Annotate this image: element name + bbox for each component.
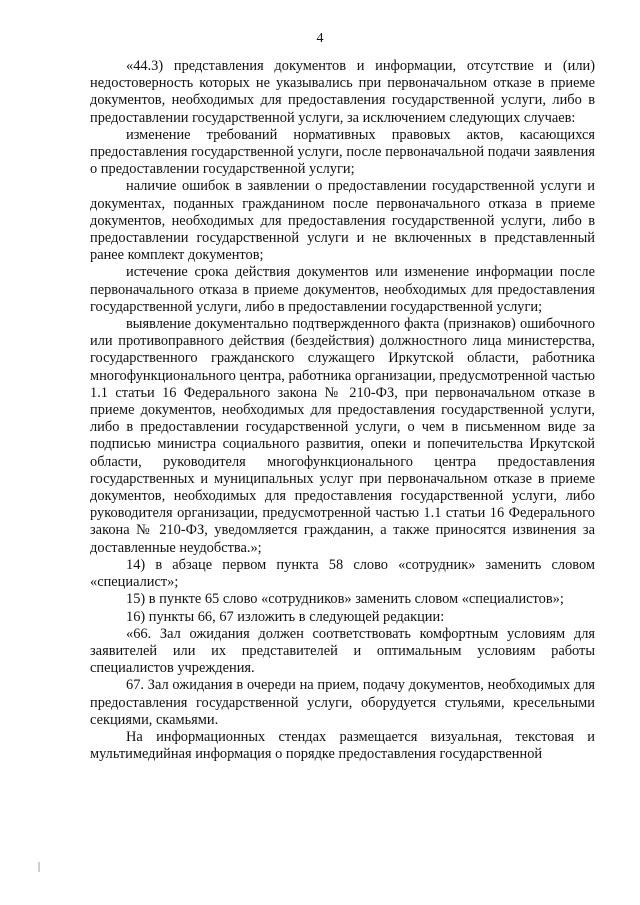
paragraph-item-15: 15) в пункте 65 слово «сотрудников» заменить словом «специалистов»; (126, 591, 564, 608)
paragraph-point-66: «66. Зал ожидания должен соответствовать комфортным условиям для заявителей или их представителей и оптимальным условиям работы специалистов учреждения. (90, 625, 595, 677)
scan-margin-mark (38, 862, 40, 872)
paragraph-exception-expiry: истечение срока действия документов или изменение информации после первоначального отказа в приеме документов, необходимых для предоставления государственной услуги, либо в предоставлении государственной услуги; (90, 264, 595, 315)
paragraph-item-14: 14) в абзаце первом пункта 58 слово «сотрудник» заменить словом «специалист»; (90, 556, 595, 591)
paragraph-44-3: «44.3) представления документов и информации, отсутствие и (или) недостоверность которых не указывались при первоначальном отказе в приеме документов, необходимых для предоставления государственной услуги, либо в предоставлении государственной услуги, за исключением следующих случаев: (90, 58, 595, 126)
paragraph-exception-requirements-change: изменение требований нормативных правовых актов, касающихся предоставления государственной услуги, после первоначальной подачи заявления о предоставлении государственной услуги; (90, 126, 595, 178)
paragraph-exception-errors: наличие ошибок в заявлении о предоставлении государственной услуги и документах, поданных гражданином после первоначального отказа в приеме документов, необходимых для предоставления государственной услуги, либо в предоставлении государственной услуги и не включенных в представленный ранее комплект документов; (90, 178, 595, 264)
paragraph-exception-wrongful-action: выявление документально подтвержденного факта (признаков) ошибочного или противоправного действия (бездействия) должностного лица министерства, государственного гражданского служащего Иркутской области, работника многофункционального центра, работника организации, предусмотренной частью 1.1 статьи 16 Федерального закона № 210-ФЗ, при первоначальном отказе в приеме документов, необходимых для предоставления государственной услуги, либо в предоставлении государственной услуги, о чем в письменном виде за подписью министра социального развития, опеки и попечительства Иркутской области, руководителя многофункционального центра предоставления государственных и муниципальных услуг при первоначальном отказе в приеме документов, необходимых для предоставления государственной услуги, либо руководителя организации, предусмотренной частью 1.1 статьи 16 Федерального закона № 210-ФЗ, уведомляется гражданин, а также приносятся извинения за доставленные неудобства.»; (90, 316, 595, 556)
page-number: 4 (316, 31, 324, 46)
paragraph-item-16: 16) пункты 66, 67 изложить в следующей редакции: (126, 608, 445, 625)
paragraph-info-stands: На информационных стендах размещается визуальная, текстовая и мультимедийная информация о порядке предоставления государственной (90, 728, 595, 763)
document-body (90, 58, 595, 763)
paragraph-point-67: 67. Зал ожидания в очереди на прием, подачу документов, необходимых для предоставления государственной услуги, оборудуется стульями, кресельными секциями, скамьями. (90, 677, 595, 728)
